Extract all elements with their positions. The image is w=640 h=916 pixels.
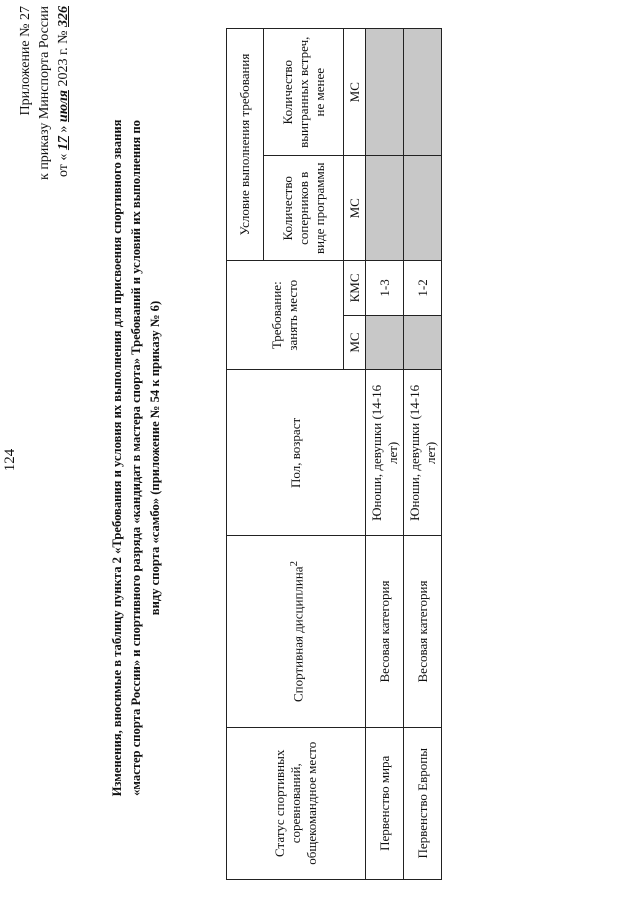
footnote-marker: 2 (287, 561, 300, 567)
header-requirement: Требование: занять место (227, 261, 344, 370)
subheader-wins-ms: МС (344, 29, 366, 156)
table-header-row (227, 29, 264, 880)
date-mid: » (56, 125, 71, 133)
subheader-ms: МС (344, 315, 366, 370)
cell-wins (366, 29, 404, 156)
cell-gender-age: Юноши, девушки (14-16 лет) (404, 370, 442, 536)
cell-kms-place: 1-3 (366, 261, 404, 316)
title-line-3: виду спорта «самбо» (приложение № 54 к приказу № 6) (148, 300, 162, 616)
cell-opponents (404, 156, 442, 261)
page-number: 124 (2, 448, 18, 472)
cell-status: Первенство мира (366, 727, 404, 879)
cell-kms-place: 1-2 (404, 261, 442, 316)
cell-discipline: Весовая категория (366, 536, 404, 727)
cell-status: Первенство Европы (404, 727, 442, 879)
cell-gender-age: Юноши, девушки (14-16 лет) (366, 370, 404, 536)
header-status: Статус спортивных соревнований, общекомандное место (227, 727, 366, 879)
cell-ms-place (366, 315, 404, 370)
handwritten-order-number: 326 (56, 6, 71, 27)
title-line-1: Изменения, вносимые в таблицу пункта 2 «Требования и условия их выполнения для присвоения спортивного звания (110, 119, 124, 797)
cell-ms-place (404, 315, 442, 370)
date-prefix: от « (56, 153, 71, 178)
handwritten-day: 17 (56, 136, 71, 151)
header-discipline (227, 536, 366, 727)
year-text: 2023 г. № (56, 30, 71, 87)
order-reference: к приказу Минспорта России (37, 6, 52, 180)
subheader-opponents-ms: МС (344, 156, 366, 261)
order-date-line (54, 6, 73, 336)
cell-discipline: Весовая категория (404, 536, 442, 727)
header-opponents: Количество соперников в виде программы (264, 156, 344, 261)
table-row (404, 29, 442, 880)
header-gender-age: Пол, возраст (227, 370, 366, 536)
requirements-table (226, 28, 442, 880)
header-wins: Количество выигранных встреч, не менее (264, 29, 344, 156)
appendix-number: Приложение № 27 (18, 6, 33, 116)
header-condition: Условие выполнения требования (227, 29, 264, 261)
handwritten-month: июля (56, 90, 71, 123)
cell-opponents (366, 156, 404, 261)
header-discipline-text: Спортивная дисциплина (290, 566, 306, 702)
document-title (108, 22, 165, 894)
appendix-header (16, 6, 73, 336)
title-line-2: «мастер спорта России» и спортивного разряда «кандидат в мастера спорта» Требований и условий их выполнения по (129, 120, 143, 796)
table-row (366, 29, 404, 880)
cell-wins (404, 29, 442, 156)
subheader-kms: КМС (344, 261, 366, 316)
